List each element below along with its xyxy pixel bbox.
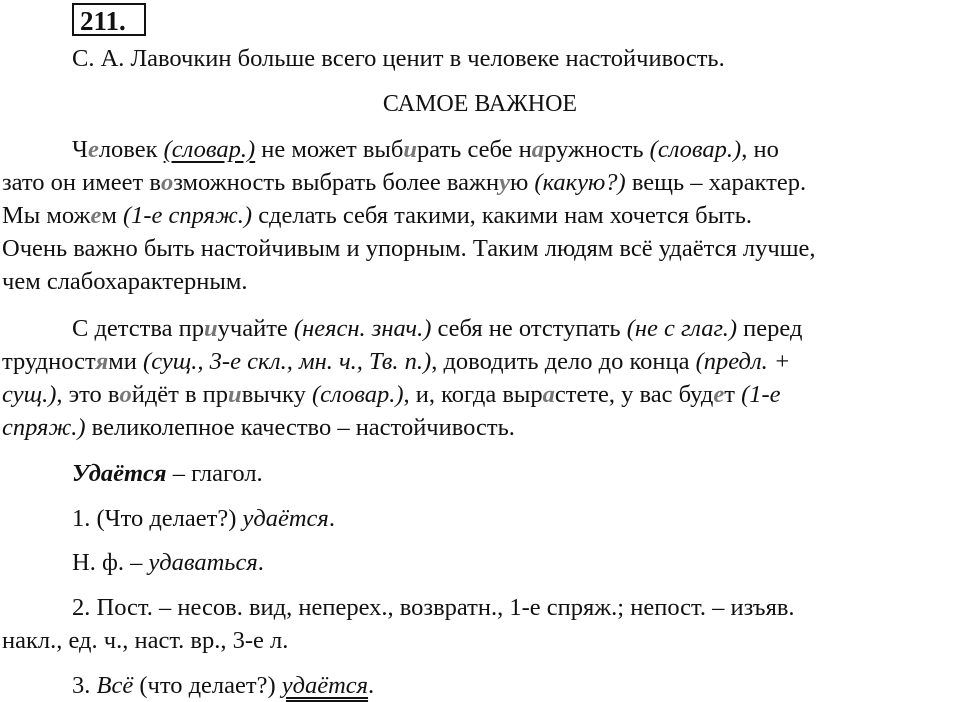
p2-line-1: С детства приучайте (неясн. знач.) себя не отступать (не с глаг.) перед: [72, 315, 803, 342]
p1-line-3: Мы можем (1-е спряж.) сделать себя такими, какими нам хочется быть.: [2, 202, 753, 229]
p1-line-5: чем слабохарактерным.: [2, 268, 248, 295]
subject: Всё: [96, 672, 134, 699]
p1-line-4: Очень важно быть настойчивым и упорным. Таким людям всё удаётся лучше,: [2, 235, 816, 262]
text-title: САМОЕ ВАЖНОЕ: [382, 91, 578, 117]
analysis-heading: Удаётся – глагол.: [72, 460, 263, 487]
p1-line-1: Человек (словар.) не может выбирать себе наружность (словар.), но: [72, 136, 779, 163]
analysis-word: Удаётся: [72, 460, 167, 487]
predicate: удаётся: [281, 672, 369, 699]
exercise-number: 211.: [72, 3, 146, 36]
analysis-step-3: 3. Всё (что делает?) удаётся.: [72, 672, 375, 699]
p2-line-3: сущ.), это войдёт в привычку (словар.), и, когда вырастете, у вас будет (1-е: [2, 381, 781, 408]
task-text: С. А. Лавочкин больше всего ценит в человеке настойчивость.: [72, 45, 725, 72]
p1-line-2: зато он имеет возможность выбрать более важную (какую?) вещь – характер.: [2, 169, 807, 196]
analysis-initial-form: Н. ф. – удаваться.: [72, 549, 264, 576]
analysis-step-2-line-1: 2. Пост. – несов. вид, неперех., возвратн., 1-е спряж.; непост. – изъяв.: [72, 594, 795, 621]
p2-line-4: спряж.) великолепное качество – настойчивость.: [2, 414, 515, 441]
analysis-step-2-line-2: накл., ед. ч., наст. вр., 3-е л.: [2, 627, 289, 654]
p2-line-2: трудностями (сущ., 3-е скл., мн. ч., Тв. п.), доводить дело до конца (предл. +: [2, 348, 791, 375]
analysis-step-1: 1. (Что делает?) удаётся.: [72, 505, 335, 532]
